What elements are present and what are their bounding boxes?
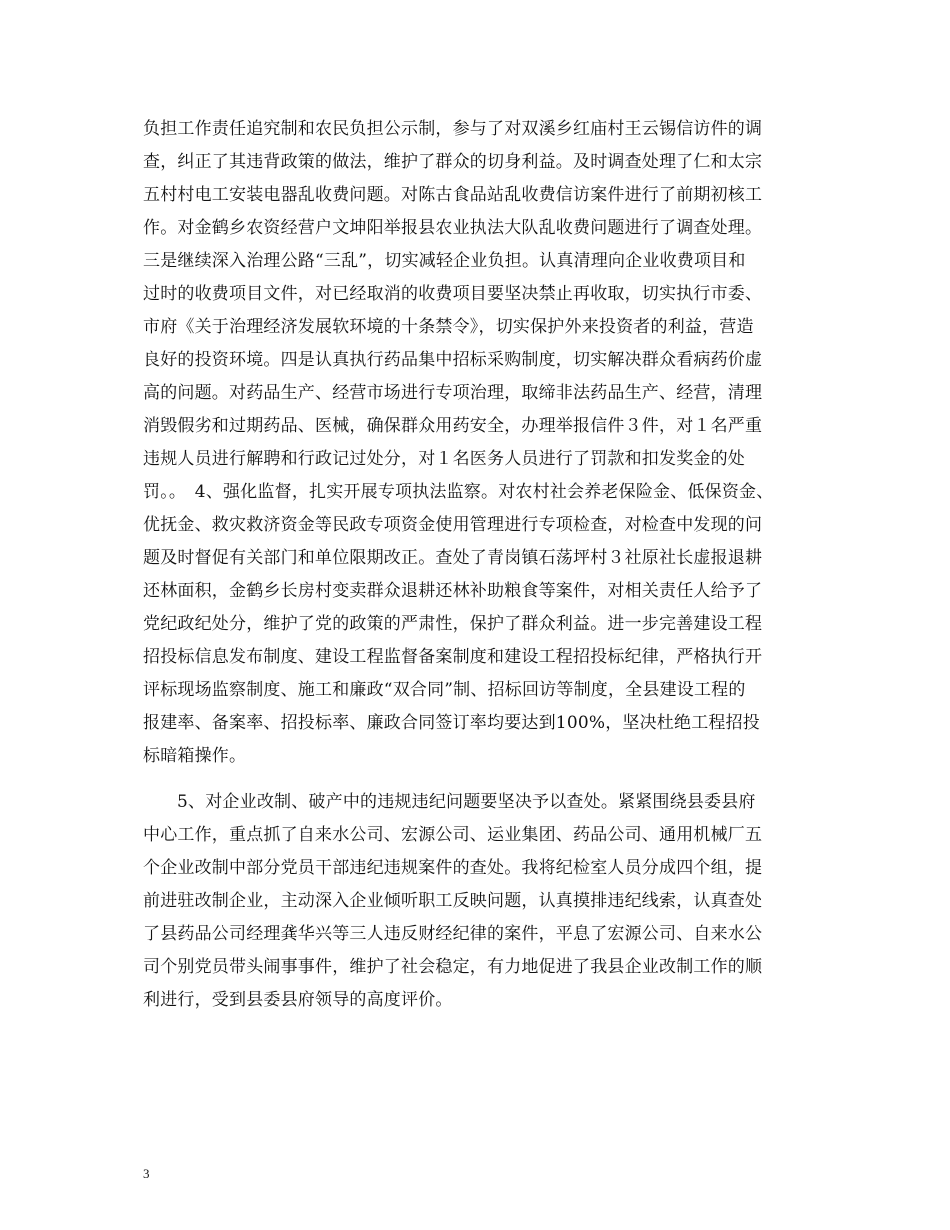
text-line: 市府《关于治理经济发展软环境的十条禁令》，切实保护外来投资者的利益，营造 [143, 317, 754, 337]
text-line: 五村村电工安装电器乱收费问题。对陈古食品站乱收费信访案件进行了前期初核工 [143, 185, 763, 205]
text-line: 中心工作，重点抓了自来水公司、宏源公司、运业集团、药品公司、通用机械厂五 [143, 825, 763, 845]
text-line: 违规人员进行解聘和行政记过处分，对１名医务人员进行了罚款和扣发奖金的处 [143, 449, 745, 469]
text-line: 个企业改制中部分党员干部违纪违规案件的查处。我将纪检室人员分成四个组，提 [143, 858, 763, 878]
text-line: 罚。。 4、强化监督，扎实开展专项执法监察。对农村社会养老保险金、低保资金、 [143, 482, 774, 502]
text-line: 司个别党员带头闹事事件，维护了社会稳定，有力地促进了我县企业改制工作的顺 [143, 957, 763, 977]
paragraph-2 [143, 786, 823, 1017]
text-line: 还林面积，金鹤乡长房村变卖群众退耕还林补助粮食等案件，对相关责任人给予了 [143, 581, 763, 601]
text-line: 消毁假劣和过期药品、医械，确保群众用药安全，办理举报信件３件，对１名严重 [143, 416, 763, 436]
text-line: 5、对企业改制、破产中的违规违纪问题要坚决予以查处。紧紧围绕县委县府 [177, 792, 756, 812]
text-line: 题及时督促有关部门和单位限期改正。查处了青岗镇石荡坪村３社原社长虚报退耕 [143, 548, 763, 568]
text-line: 作。对金鹤乡农资经营户文坤阳举报县农业执法大队乱收费问题进行了调查处理。 [143, 218, 763, 238]
text-line: 查，纠正了其违背政策的做法，维护了群众的切身利益。及时调查处理了仁和太宗 [143, 152, 763, 172]
paragraph-1 [143, 113, 823, 773]
body-text [143, 113, 823, 1017]
text-line: 前进驻改制企业，主动深入企业倾听职工反映问题，认真摸排违纪线索，认真查处 [143, 891, 763, 911]
text-line: 负担工作责任追究制和农民负担公示制，参与了对双溪乡红庙村王云锡信访件的调 [143, 119, 763, 139]
page-number: 3 [143, 1166, 150, 1181]
text-line: 了县药品公司经理龚华兴等三人违反财经纪律的案件，平息了宏源公司、自来水公 [143, 924, 763, 944]
text-line: 党纪政纪处分，维护了党的政策的严肃性，保护了群众利益。进一步完善建设工程 [143, 614, 763, 634]
text-line: 良好的投资环境。四是认真执行药品集中招标采购制度，切实解决群众看病药价虚 [143, 350, 763, 370]
text-line: 优抚金、救灾救济资金等民政专项资金使用管理进行专项检查，对检查中发现的问 [143, 515, 763, 535]
text-line: 报建率、备案率、招投标率、廉政合同签订率均要达到100%，坚决杜绝工程招投 [143, 713, 760, 733]
text-line: 招投标信息发布制度、建设工程监督备案制度和建设工程招投标纪律，严格执行开 [143, 647, 763, 667]
text-line: 标暗箱操作。 [143, 746, 247, 766]
text-line: 高的问题。对药品生产、经营市场进行专项治理，取缔非法药品生产、经营，清理 [143, 383, 763, 403]
text-line: 三是继续深入治理公路“三乱”，切实减轻企业负担。认真清理向企业收费项目和 [143, 251, 746, 271]
text-line: 过时的收费项目文件，对已经取消的收费项目要坚决禁止再收取，切实执行市委、 [143, 284, 763, 304]
paragraph-spacer [143, 773, 823, 786]
text-line: 评标现场监察制度、施工和廉政“双合同”制、招标回访等制度，全县建设工程的 [143, 680, 746, 700]
text-line: 利进行，受到县委县府领导的高度评价。 [143, 990, 453, 1010]
